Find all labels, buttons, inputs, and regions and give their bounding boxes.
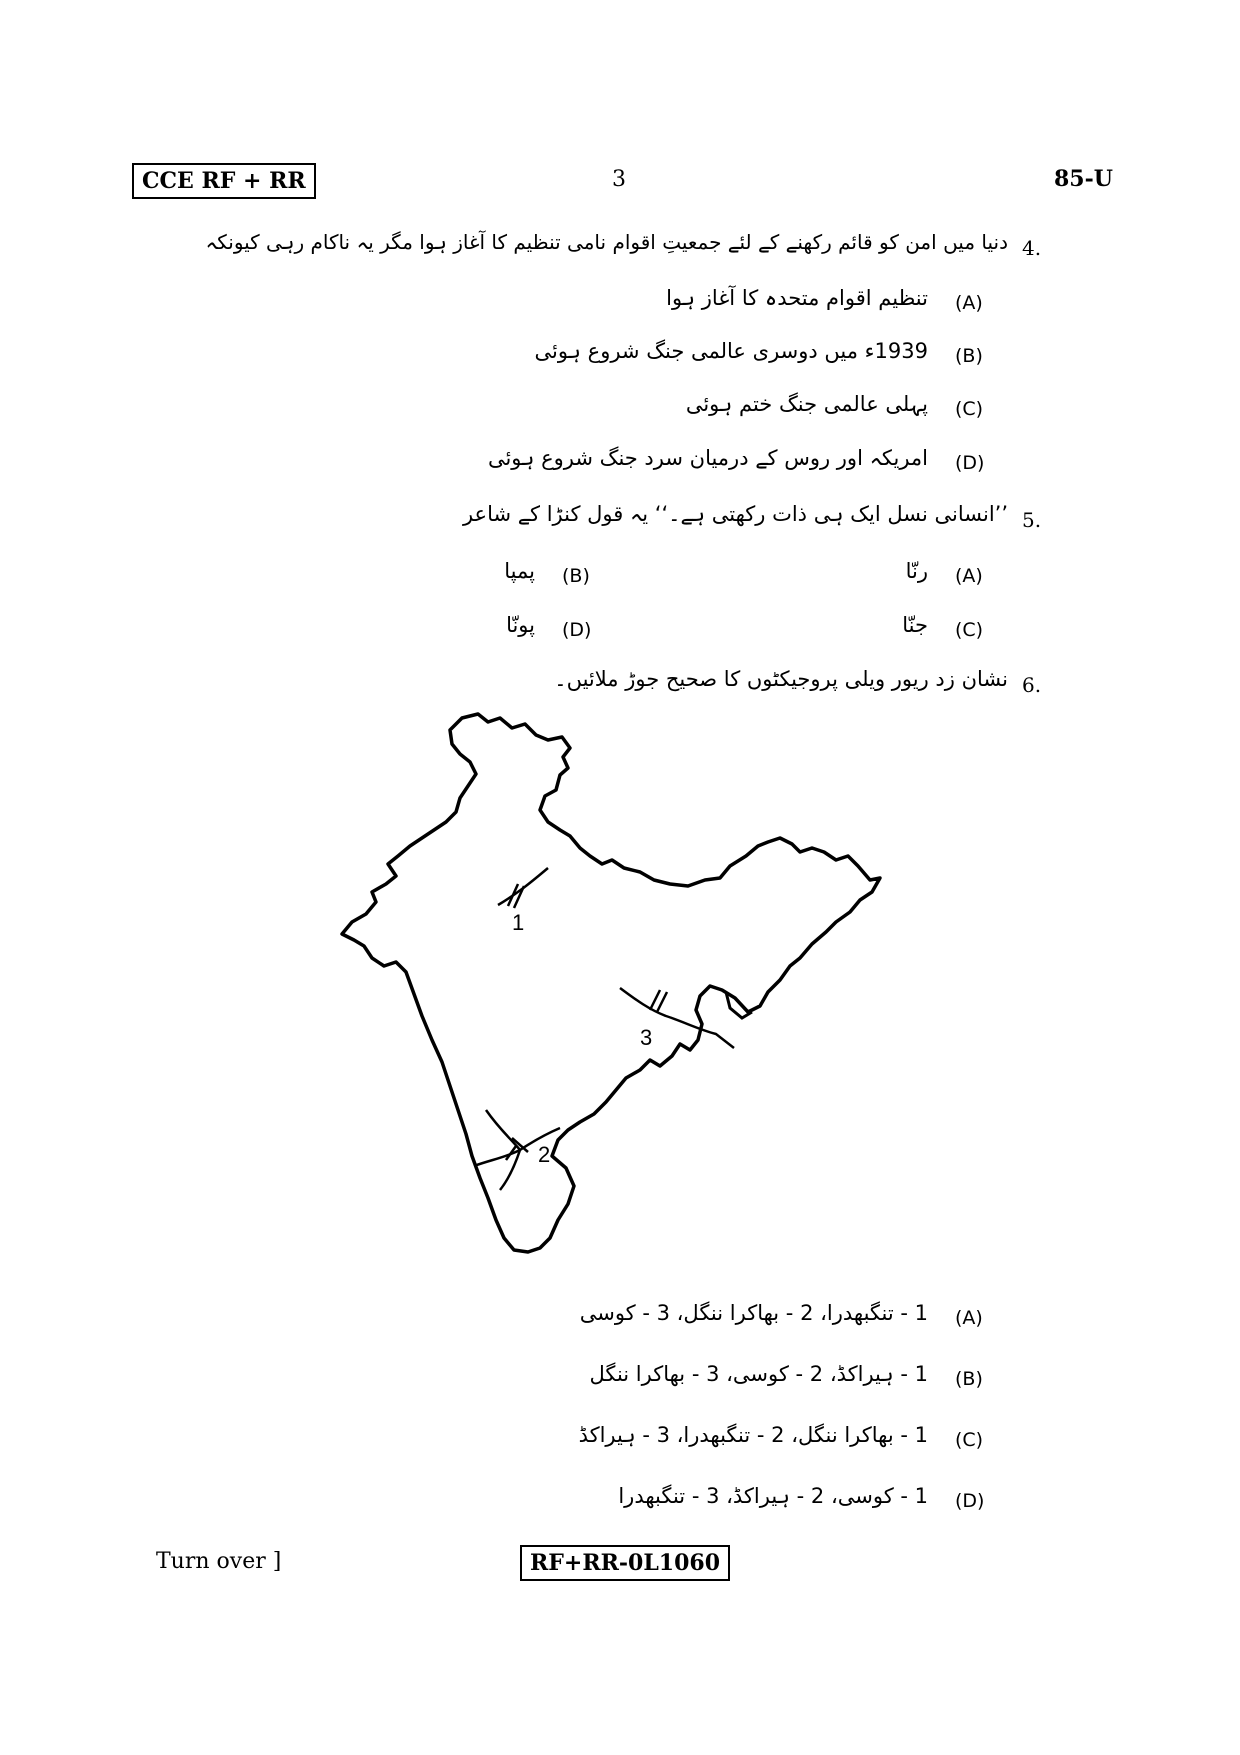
question-5-option-c-label: (C) xyxy=(955,619,984,641)
question-5-option-c-text: جنّا xyxy=(902,613,928,637)
question-4-option-d-label: (D) xyxy=(955,452,985,474)
paper-series-box: CCE RF + RR xyxy=(132,163,316,199)
question-6-option-c-text: 1 - بھاکرا ننگل، 2 - تنگبھدرا، 3 - ہیراکڈ xyxy=(578,1423,928,1447)
question-6-option-a-label: (A) xyxy=(955,1307,983,1329)
question-6-number: 6. xyxy=(1022,673,1042,697)
question-6-option-b-label: (B) xyxy=(955,1368,983,1390)
map-label-1: 1 xyxy=(512,910,525,935)
question-4-option-a-text: تنظیم اقوام متحدہ کا آغاز ہوا xyxy=(666,286,928,310)
question-5-number: 5. xyxy=(1022,508,1042,532)
question-4-text: دنیا میں امن کو قائم رکھنے کے لئے جمعیتِ اقوام نامی تنظیم کا آغاز ہوا مگر یہ ناکام رہی کیونکہ xyxy=(205,230,1008,254)
question-5-text: ’’انسانی نسل ایک ہی ذات رکھتی ہے۔‘‘ یہ قول کنڑا کے شاعر xyxy=(462,502,1008,526)
question-4-number: 4. xyxy=(1022,236,1042,260)
turn-over-text: Turn over ] xyxy=(156,1549,282,1574)
map-label-3: 3 xyxy=(640,1025,653,1050)
question-4-option-a-label: (A) xyxy=(955,292,983,314)
paper-code: 85-U xyxy=(1054,166,1113,192)
question-6-text: نشان زد ریور ویلی پروجیکٹوں کا صحیح جوڑ ملائیں۔ xyxy=(554,667,1008,691)
question-5-option-b-text: پمپا xyxy=(504,559,535,583)
question-6-option-a-text: 1 - تنگبھدرا، 2 - بھاکرا ننگل، 3 - کوسی xyxy=(579,1301,928,1325)
question-4-option-c-label: (C) xyxy=(955,398,984,420)
question-5-option-a-text: رنّا xyxy=(905,559,928,583)
question-4-option-c-text: پہلی عالمی جنگ ختم ہوئی xyxy=(685,392,928,416)
india-outline-map xyxy=(330,700,890,1260)
paper-code-box: RF+RR-0L1060 xyxy=(520,1545,730,1581)
question-4-option-b-label: (B) xyxy=(955,345,983,367)
question-5-option-d-label: (D) xyxy=(562,619,592,641)
question-6-option-b-text: 1 - ہیراکڈ، 2 - کوسی، 3 - بھاکرا ننگل xyxy=(589,1362,928,1386)
question-6-option-c-label: (C) xyxy=(955,1429,984,1451)
question-6-option-d-text: 1 - کوسی، 2 - ہیراکڈ، 3 - تنگبھدرا xyxy=(618,1484,928,1508)
map-label-2: 2 xyxy=(538,1142,551,1167)
question-5-option-d-text: پونّا xyxy=(506,613,535,637)
india-outline xyxy=(342,714,880,1252)
page-number: 3 xyxy=(612,167,626,192)
question-5-option-b-label: (B) xyxy=(562,565,590,587)
question-6-option-d-label: (D) xyxy=(955,1490,985,1512)
question-5-option-a-label: (A) xyxy=(955,565,983,587)
question-4-option-d-text: امریکہ اور روس کے درمیان سرد جنگ شروع ہوئی xyxy=(487,446,928,470)
river-3 xyxy=(620,988,734,1048)
question-4-option-b-text: 1939ء میں دوسری عالمی جنگ شروع ہوئی xyxy=(534,339,928,363)
river-2-tributary xyxy=(474,1150,520,1166)
